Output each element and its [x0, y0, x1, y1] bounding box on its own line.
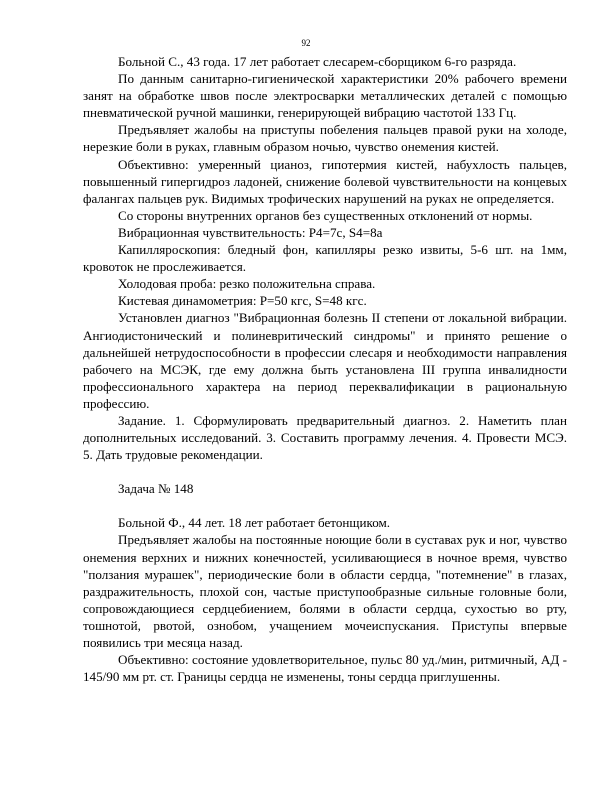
case1-intro: Больной С., 43 года. 17 лет работает слесарем-сборщиком 6-го разряда.	[118, 54, 517, 69]
spacer	[83, 497, 567, 514]
case1-vibration-sensitivity: Вибрационная чувствительность: Р4=7с, S4=8а	[118, 224, 383, 240]
spacer	[83, 463, 567, 480]
case1-dynamometry: Кистевая динамометрия: Р=50 кгс, S=48 кгс.	[118, 293, 367, 309]
case2-objective: Объективно: состояние удовлетворительное, пульс 80 уд./мин, ритмичный, АД - 145/90 мм рт. ст. Границы сердца не изменены, тоны сердца приглушенны.	[83, 652, 567, 685]
case2-complaints: Предъявляет жалобы на постоянные ноющие боли в суставах рук и ног, чувство онемения верхних и нижних конечностей, усиливающиеся в ночное время, чувство "ползания мурашек", периодические боли в области сердца, "потемнение" в глазах, раздражительность, плохой сон, частые приступообразные сильные головные боли, сопровождающиеся сердцебиением, болями в области сердца, сухостью во рту, тошнотой, рвотой, ознобом, учащением мочеиспускания. Приступы впервые появились три месяца назад.	[83, 532, 567, 650]
page-number: 92	[301, 38, 311, 48]
case1-cold-test: Холодовая проба: резко положительна справа.	[118, 276, 376, 292]
case1-diagnosis: Установлен диагноз "Вибрационная болезнь II степени от локальной вибрации. Ангиодистонический и полиневритический синдромы" и принято решение о дальнейшей нетрудоспособности в профессии слесаря и необходимости направления рабочего на МСЭК, где ему должна быть установлена III группа инвалидности профессионального характера на период переквалификации в рациональную профессию.	[83, 310, 567, 411]
case1-task: Задание. 1. Сформулировать предварительный диагноз. 2. Наметить план дополнительных исследований. 3. Составить программу лечения. 4. Провести МСЭ. 5. Дать трудовые рекомендации.	[83, 412, 567, 463]
case1-objective: Объективно: умеренный цианоз, гипотермия кистей, набухлость пальцев, повышенный гипергидроз ладоней, снижение болевой чувствительности на концевых фалангах пальцев рук. Видимых трофических нарушений на руках не определяется.	[83, 156, 567, 206]
case1-internal-organs: Со стороны внутренних органов без существенных отклонений от нормы.	[118, 207, 533, 223]
task-heading: Задача № 148	[118, 481, 194, 497]
document-body	[83, 53, 567, 685]
case1-capillaroscopy: Капилляроскопия: бледный фон, капилляры резко извиты, 5-6 шт. на 1мм, кровоток не прослеживается.	[83, 242, 567, 275]
case2-intro: Больной Ф., 44 лет. 18 лет работает бетонщиком.	[118, 515, 391, 531]
case1-complaints: Предъявляет жалобы на приступы побеления пальцев правой руки на холоде, нерезкие боли в руках, главным образом ночью, чувство онемения кистей.	[83, 122, 567, 155]
case1-hygiene: По данным санитарно-гигиенической характеристики 20% рабочего времени занят на обработке швов после электросварки металлических деталей с помощью пневматической ручной машинки, генерирующей вибрацию частотой 133 Гц.	[83, 71, 567, 121]
